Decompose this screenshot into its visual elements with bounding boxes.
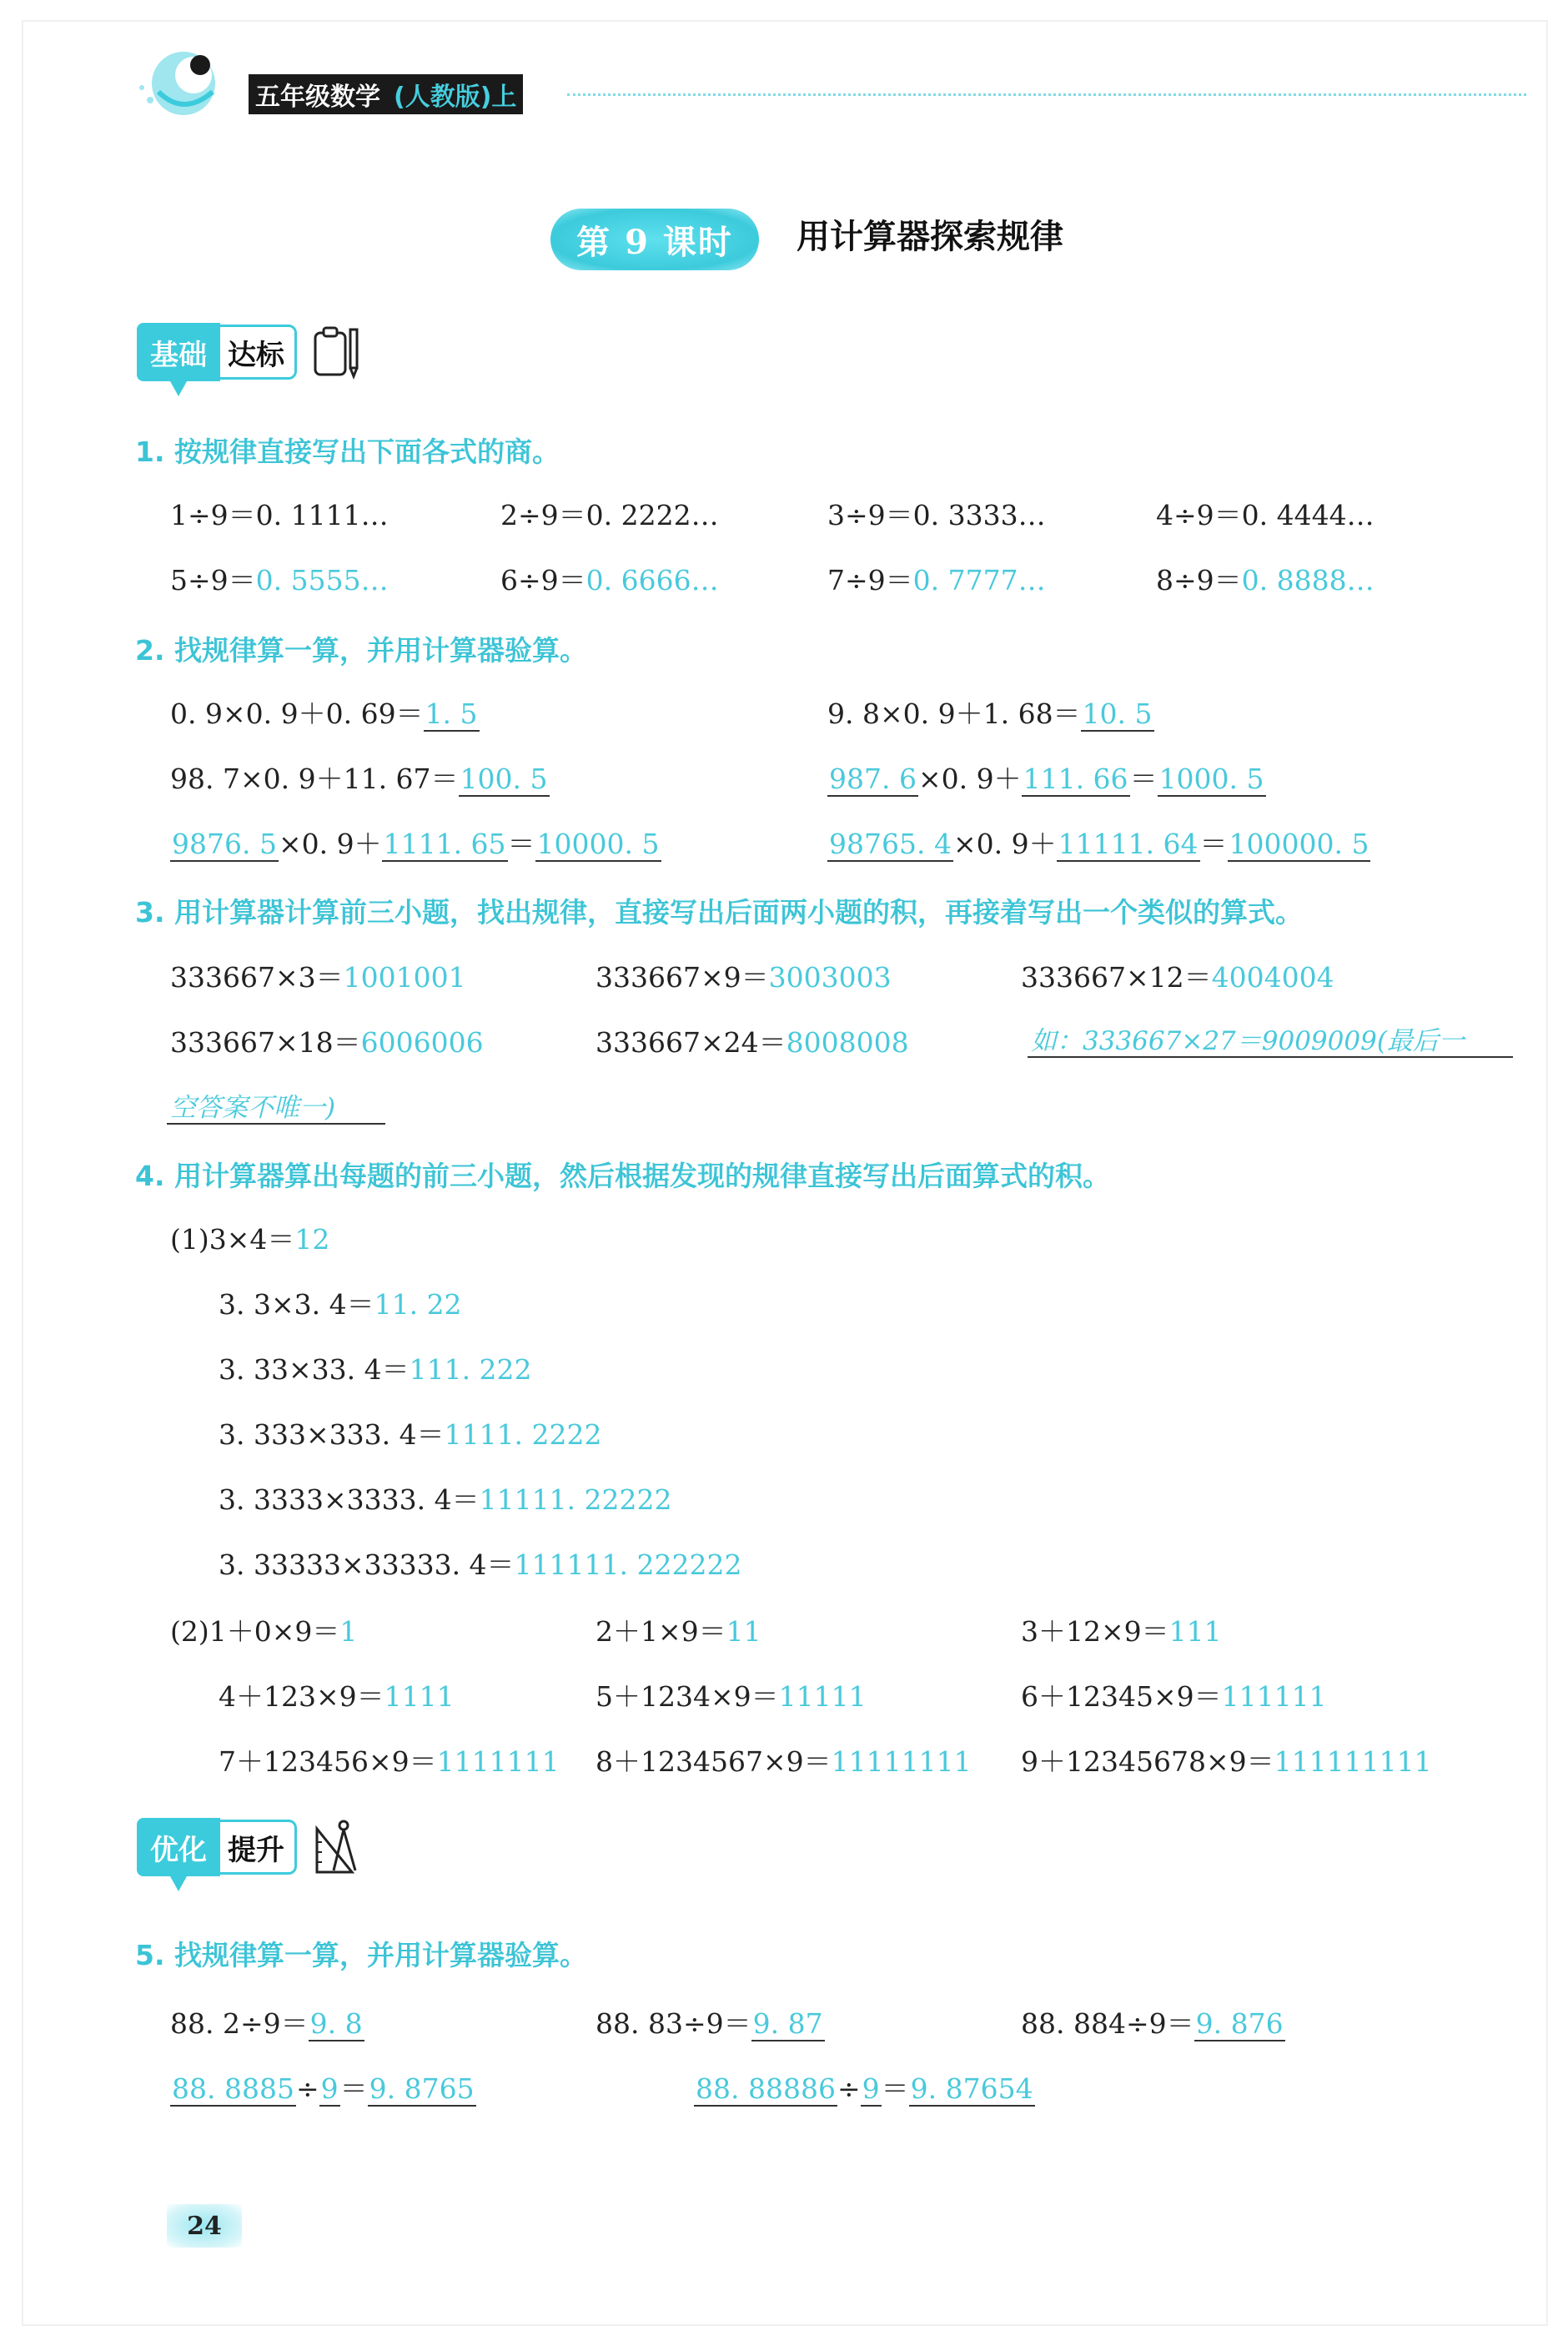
q4-part2-item: 6＋12345×9＝111111 — [1021, 1680, 1327, 1713]
mascot-logo-icon — [133, 33, 242, 125]
q5-item: 88. 8885÷9＝9. 8765 — [172, 2072, 475, 2105]
edition-label: (人教版)上 — [387, 74, 523, 114]
q4-part1-item: 3. 3×3. 4＝11. 22 — [219, 1288, 462, 1321]
q1-item: 4÷9＝0. 4444… — [1156, 499, 1375, 531]
q1-item: 6÷9＝0. 6666… — [500, 564, 719, 597]
q4-part2-item: 2＋1×9＝11 — [596, 1615, 761, 1648]
lesson-number-badge: 第 9 课时 — [550, 209, 759, 270]
header-divider — [567, 93, 1526, 96]
q3-item: 333667×3＝1001001 — [170, 961, 466, 994]
ruler-compass-icon — [312, 1817, 364, 1877]
q3-item: 333667×18＝6006006 — [170, 1026, 484, 1059]
q1-item: 3÷9＝0. 3333… — [827, 499, 1046, 531]
q2-line: 9. 8×0. 9＋1. 68＝10. 5 — [827, 697, 1153, 730]
section-basic-label: 达标 — [215, 325, 297, 380]
page-number: 24 — [167, 2204, 242, 2248]
q4-part1-item: (1)3×4＝12 — [170, 1223, 330, 1256]
question-3-title: 3. 用计算器计算前三小题，找出规律，直接写出后面两小题的积，再接着写出一个类似的算式。 — [135, 896, 1303, 929]
q4-part2-item: 4＋123×9＝1111 — [219, 1680, 455, 1713]
q3-item: 333667×9＝3003003 — [596, 961, 892, 994]
section-advanced-label: 提升 — [215, 1820, 297, 1875]
answer-underline — [167, 1123, 385, 1125]
section-basic-tag: 基础 — [137, 323, 220, 381]
q3-handwritten-answer-line1: 如：333667×27＝9009009(最后一 — [1031, 1026, 1465, 1056]
q5-item: 88. 884÷9＝9. 876 — [1021, 2007, 1284, 2040]
q1-item: 7÷9＝0. 7777… — [827, 564, 1046, 597]
q5-item: 88. 2÷9＝9. 8 — [170, 2007, 363, 2040]
clipboard-pencil-icon — [312, 323, 362, 381]
section-basic-badge — [137, 320, 362, 384]
q5-item: 88. 88886÷9＝9. 87654 — [696, 2072, 1033, 2105]
book-title — [249, 77, 523, 112]
section-advanced-badge — [137, 1815, 364, 1879]
q3-item: 333667×24＝8008008 — [596, 1026, 909, 1059]
q3-item: 333667×12＝4004004 — [1021, 961, 1334, 994]
q4-part1-item: 3. 3333×3333. 4＝11111. 22222 — [219, 1483, 672, 1516]
q5-item: 88. 83÷9＝9. 87 — [596, 2007, 823, 2040]
q2-line: 98765. 4×0. 9＋11111. 64＝100000. 5 — [829, 828, 1369, 860]
q2-line: 9876. 5×0. 9＋1111. 65＝10000. 5 — [172, 828, 660, 860]
q4-part2-item: (2)1＋0×9＝1 — [170, 1615, 358, 1648]
q2-line: 98. 7×0. 9＋11. 67＝100. 5 — [170, 763, 548, 795]
grade-title: 五年级数学 — [249, 74, 387, 114]
lesson-title: 用计算器探索规律 — [797, 217, 1063, 256]
q1-item: 8÷9＝0. 8888… — [1156, 564, 1375, 597]
q4-part1-item: 3. 333×333. 4＝1111. 2222 — [219, 1418, 602, 1451]
question-5-title: 5. 找规律算一算，并用计算器验算。 — [135, 1939, 587, 1971]
q1-item: 1÷9＝0. 1111… — [170, 499, 389, 531]
q2-line: 0. 9×0. 9＋0. 69＝1. 5 — [170, 697, 478, 730]
q2-line: 987. 6×0. 9＋111. 66＝1000. 5 — [829, 763, 1264, 795]
q4-part1-item: 3. 33333×33333. 4＝111111. 222222 — [219, 1548, 742, 1581]
question-4-title: 4. 用计算器算出每题的前三小题，然后根据发现的规律直接写出后面算式的积。 — [135, 1160, 1110, 1192]
q1-item: 5÷9＝0. 5555… — [170, 564, 389, 597]
q4-part2-item: 8＋1234567×9＝11111111 — [596, 1745, 972, 1778]
answer-underline — [1028, 1056, 1513, 1058]
q4-part2-item: 7＋123456×9＝1111111 — [219, 1745, 560, 1778]
q4-part1-item: 3. 33×33. 4＝111. 222 — [219, 1353, 532, 1386]
q4-part2-item: 9＋12345678×9＝111111111 — [1021, 1745, 1432, 1778]
section-advanced-tag: 优化 — [137, 1818, 220, 1876]
q4-part2-item: 5＋1234×9＝11111 — [596, 1680, 867, 1713]
question-2-title: 2. 找规律算一算，并用计算器验算。 — [135, 634, 587, 667]
q1-item: 2÷9＝0. 2222… — [500, 499, 719, 531]
question-1-title: 1. 按规律直接写出下面各式的商。 — [135, 435, 560, 468]
q4-part2-item: 3＋12×9＝111 — [1021, 1615, 1222, 1648]
q3-handwritten-answer-line2: 空答案不唯一) — [170, 1093, 336, 1123]
